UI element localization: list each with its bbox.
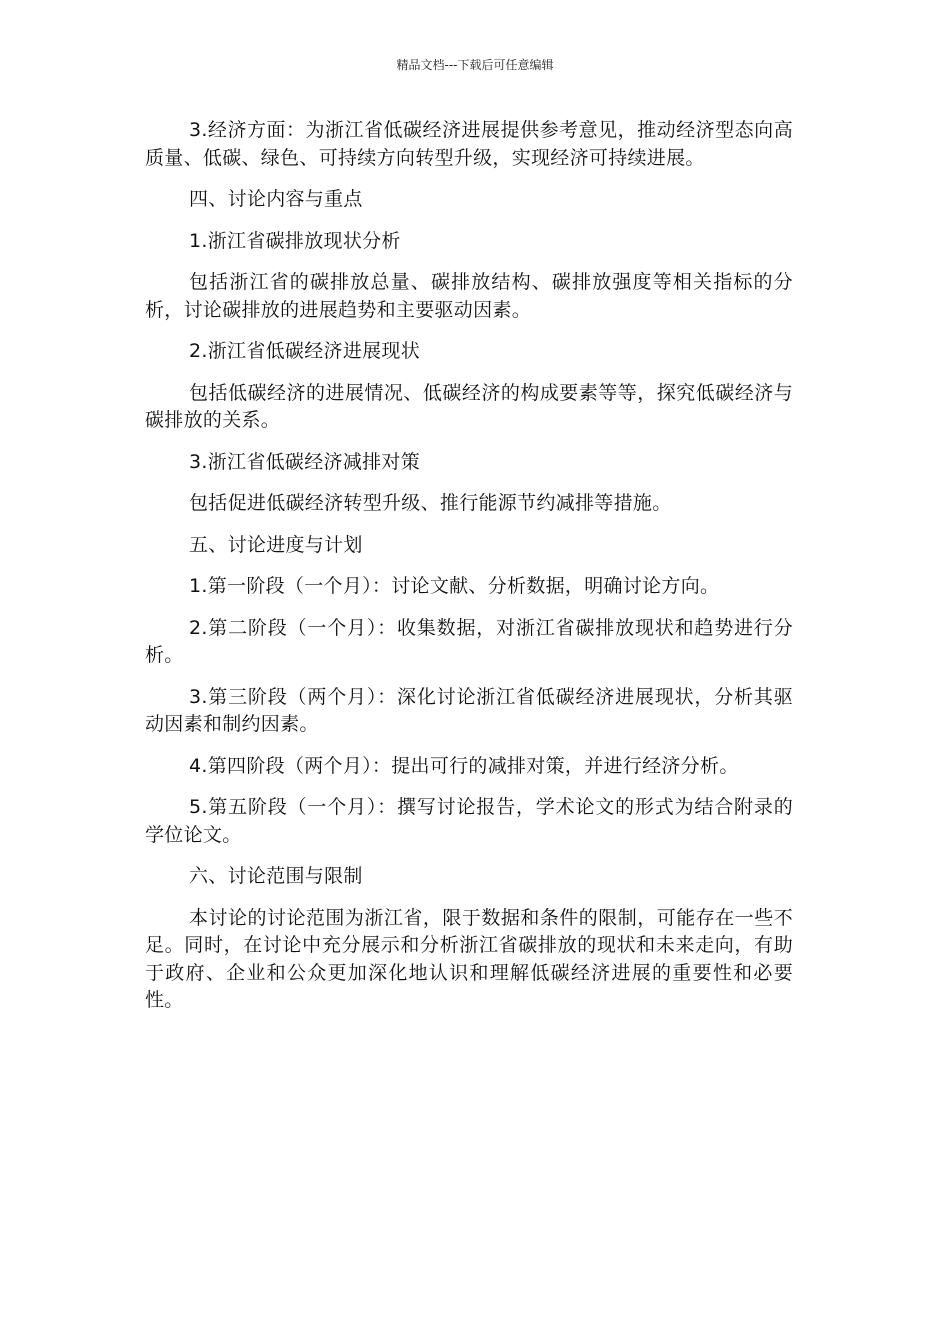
section-heading-content: 四、讨论内容与重点	[189, 188, 363, 210]
subheading-reduction-measures: 3.浙江省低碳经济减排对策	[189, 450, 421, 473]
paragraph-scope: 本讨论的讨论范围为浙江省，限于数据和条件的限制，可能存在一些不足。同时，在讨论中充分展示和分析浙江省碳排放的现状和未来走向，有助于政府、企业和公众更加深化地认识和理解低碳经济进展的重要性和必要性。	[145, 906, 793, 1011]
schedule-stage-4: 4.第四阶段（两个月）：提出可行的减排对策，并进行经济分析。	[189, 754, 739, 777]
schedule-stage-2: 2.第二阶段（一个月）：收集数据，对浙江省碳排放现状和趋势进行分析。	[145, 616, 793, 666]
section-heading-schedule: 五、讨论进度与计划	[189, 533, 363, 556]
paragraph-economic-aspect: 3.经济方面：为浙江省低碳经济进展提供参考意见，推动经济型态向高质量、低碳、绿色、可持续方向转型升级，实现经济可持续进展。	[145, 119, 793, 169]
subheading-emission-status: 1.浙江省碳排放现状分析	[189, 229, 401, 252]
subheading-low-carbon-status: 2.浙江省低碳经济进展现状	[189, 340, 421, 362]
paragraph-reduction-measures: 包括促进低碳经济转型升级、推行能源节约减排等措施。	[189, 492, 672, 514]
page-header: 精品文档---下载后可任意编辑	[396, 58, 554, 72]
schedule-stage-5: 5.第五阶段（一个月）：撰写讨论报告，学术论文的形式为结合附录的学位论文。	[145, 796, 793, 846]
schedule-stage-1: 1.第一阶段（一个月）：讨论文献、分析数据，明确讨论方向。	[189, 575, 720, 597]
paragraph-emission-status: 包括浙江省的碳排放总量、碳排放结构、碳排放强度等相关指标的分析，讨论碳排放的进展趋势和主要驱动因素。	[145, 271, 793, 321]
schedule-stage-3: 3.第三阶段（两个月）：深化讨论浙江省低碳经济进展现状，分析其驱动因素和制约因素。	[145, 685, 793, 735]
document-body	[145, 117, 793, 1029]
section-heading-scope: 六、讨论范围与限制	[189, 865, 363, 887]
paragraph-low-carbon-status: 包括低碳经济的进展情况、低碳经济的构成要素等等，探究低碳经济与碳排放的关系。	[145, 381, 793, 431]
